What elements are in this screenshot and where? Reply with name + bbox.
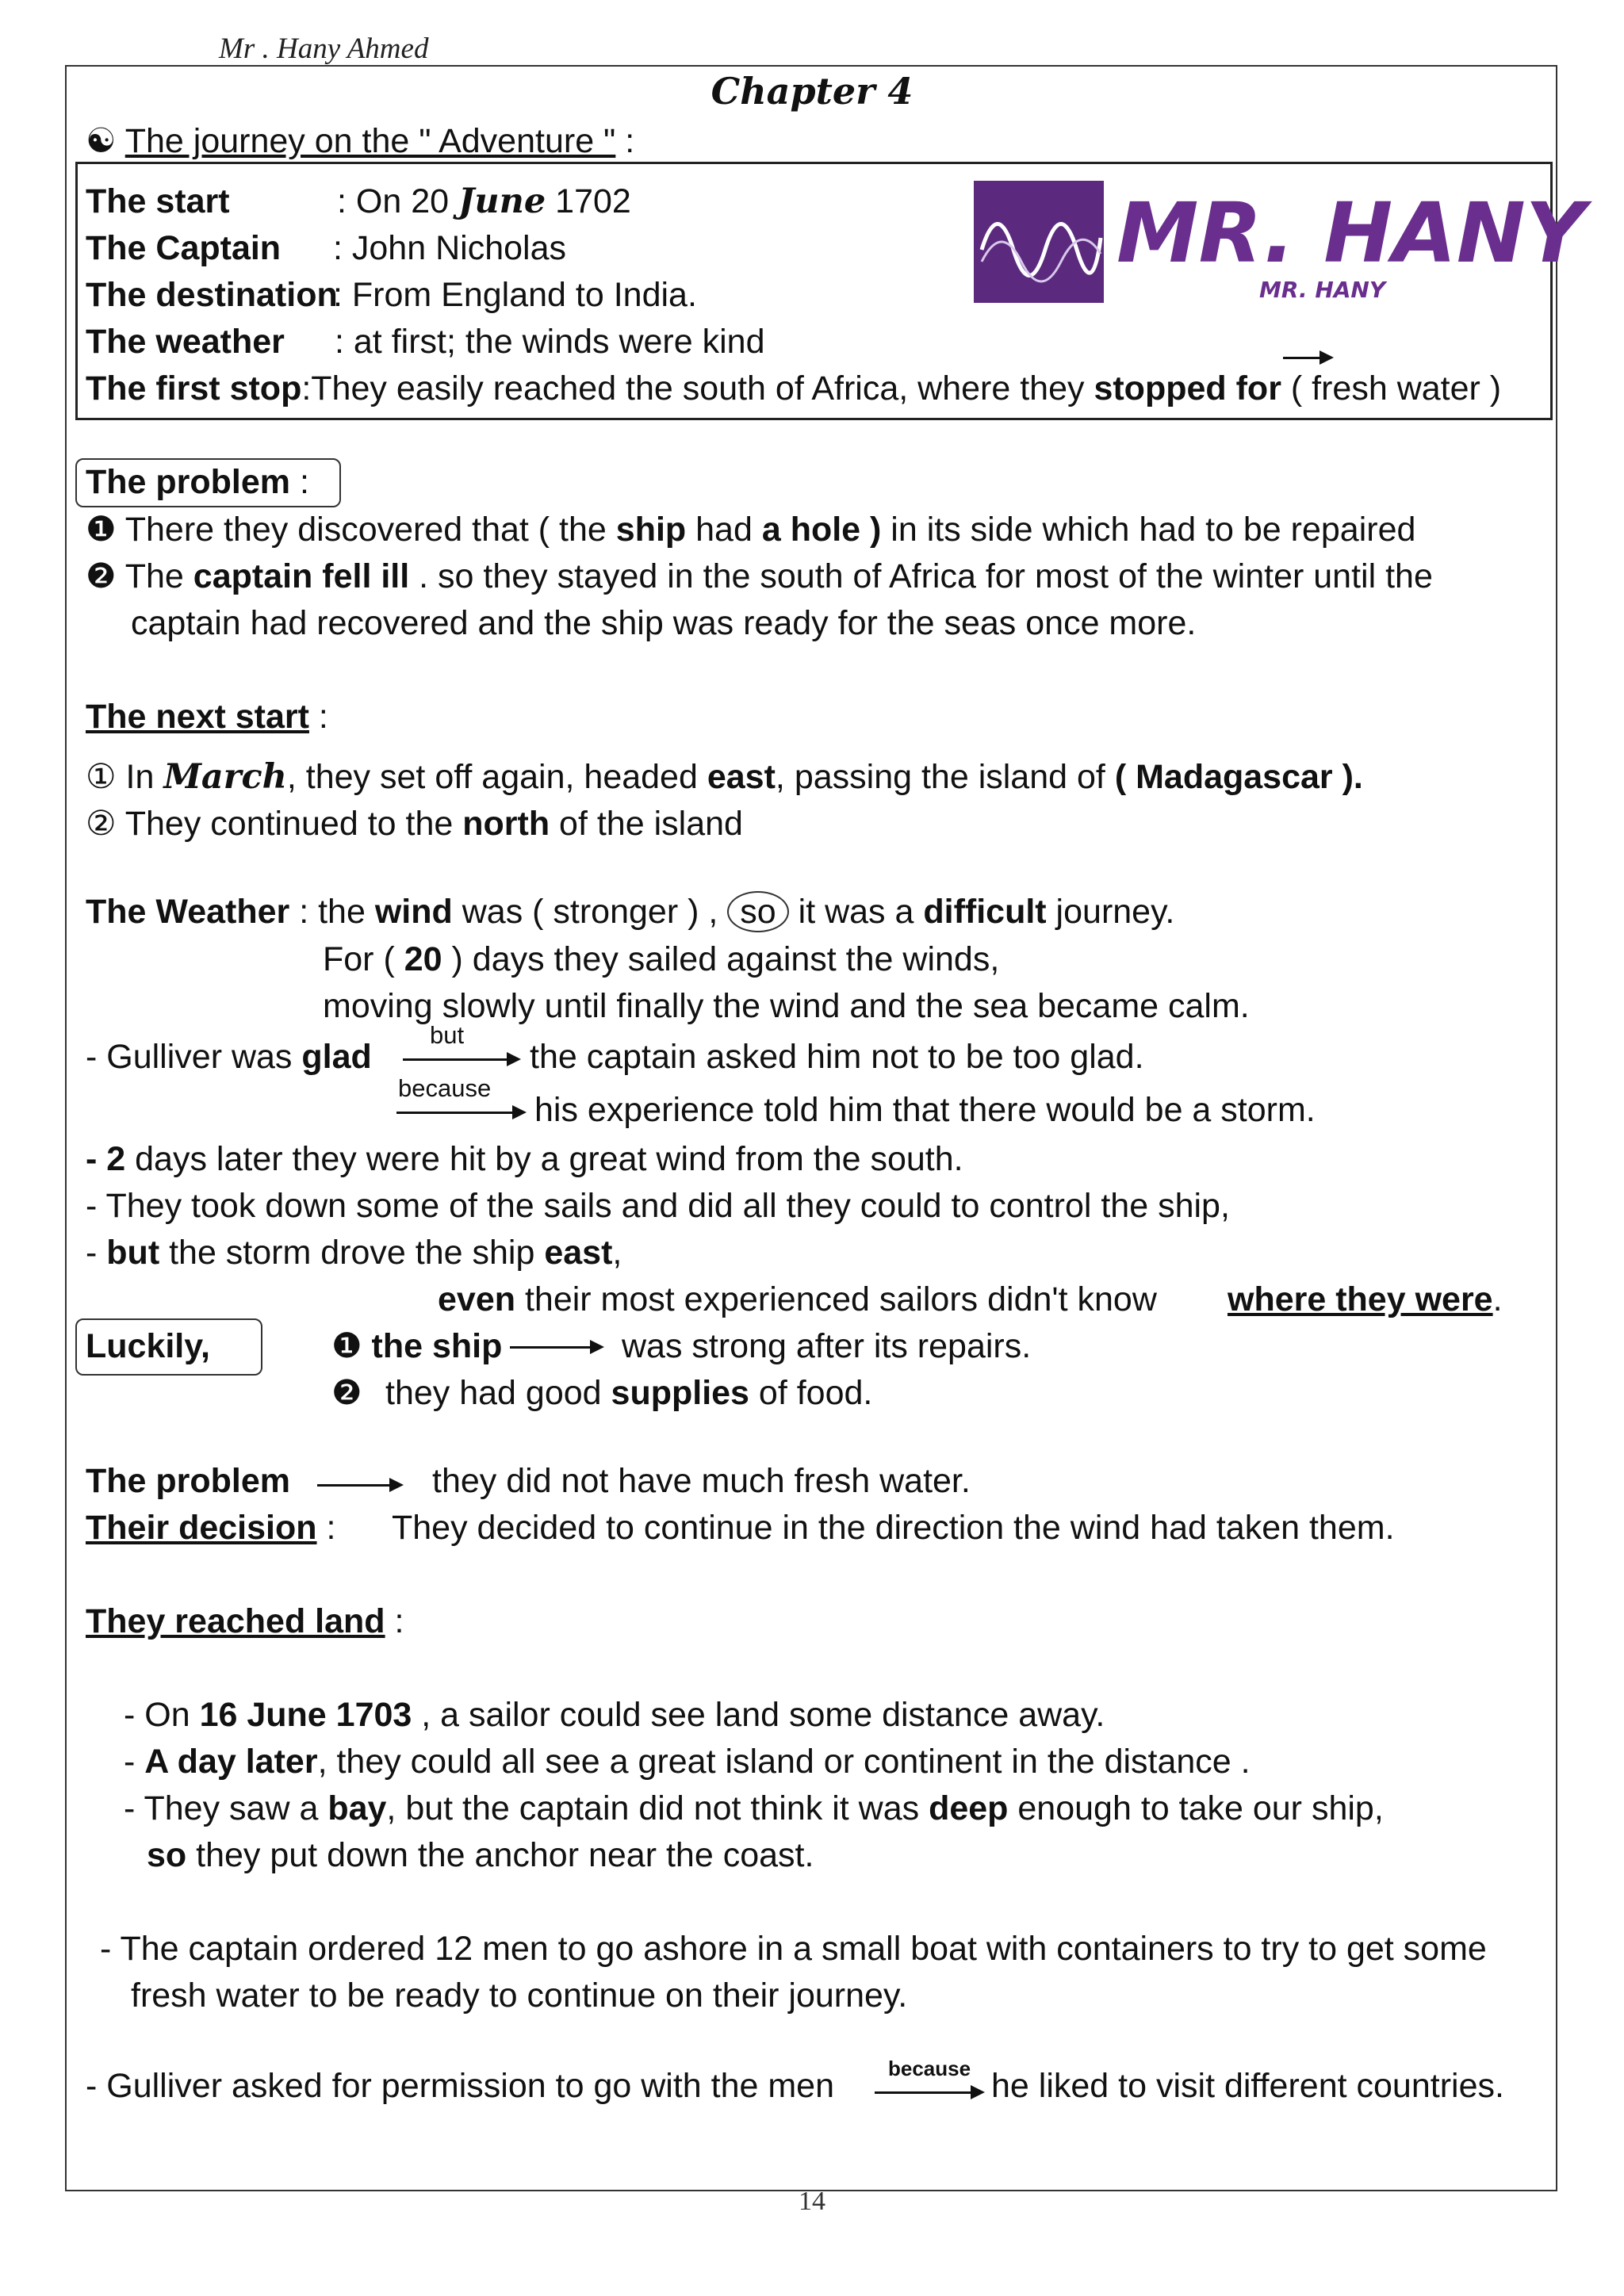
- problem-line-1: ❶ There they discovered that ( the ship had a hole ) in its side which had to be repaired: [86, 511, 1416, 549]
- weather-line-1: The Weather : the wind was ( stronger ) , so it was a difficult journey.: [86, 893, 1175, 931]
- info-captain-label: The Captain: [86, 229, 282, 267]
- land-line-3: - They saw a bay, but the captain did not think it was deep enough to take our ship,: [124, 1789, 1384, 1827]
- page-number: 14: [799, 2187, 825, 2216]
- next-start-label: The next start :: [86, 698, 328, 736]
- land-label: They reached land :: [86, 1602, 404, 1640]
- storm-line-1: - 2 days later they were hit by a great wind from the south.: [86, 1140, 963, 1178]
- decision-value: They decided to continue in the direction the wind had taken them.: [392, 1509, 1395, 1547]
- problem-line-2: ❷ The captain fell ill . so they stayed in the south of Africa for most of the winter until the: [86, 557, 1433, 595]
- luckily-label: Luckily,: [86, 1327, 210, 1365]
- storm-line-4: even their most experienced sailors didn't know: [438, 1280, 1157, 1318]
- luckily-line-2: they had good supplies of food.: [385, 1374, 873, 1412]
- label-because: because: [398, 1074, 492, 1102]
- arrow-icon: [396, 1112, 523, 1114]
- logo-small-text: MR. HANY: [1259, 277, 1386, 303]
- so-circled: so: [727, 891, 788, 932]
- weather-line-3: moving slowly until finally the wind and the sea became calm.: [323, 987, 1250, 1025]
- decision-label: Their decision :: [86, 1509, 336, 1547]
- label-but: but: [430, 1021, 465, 1049]
- gulliver-line-1: the captain asked him not to be too glad.: [530, 1038, 1144, 1076]
- chapter-title: Chapter 4: [710, 70, 914, 113]
- info-first-stop: The first stop:They easily reached the south of Africa, where they stopped for ( fresh water ): [86, 369, 1502, 408]
- permission-line-b: he liked to visit different countries.: [991, 2067, 1504, 2105]
- arrow-icon: [317, 1484, 400, 1487]
- info-weather-label: The weather: [86, 323, 285, 361]
- bullet-one-icon: ❶: [86, 511, 117, 549]
- storm-line-2: - They took down some of the sails and did all they could to control the ship,: [86, 1187, 1230, 1225]
- bullet-two-icon: ❷: [86, 557, 117, 595]
- order-line-2: fresh water to be ready to continue on their journey.: [131, 1976, 908, 2015]
- storm-line-3: - but the storm drove the ship east,: [86, 1234, 622, 1272]
- info-start: The start: [86, 182, 230, 220]
- storm-where-they-were: where they were.: [1228, 1280, 1503, 1318]
- label-because-2: because: [888, 2057, 971, 2080]
- next-start-line-1: ① In March, they set off again, headed east, passing the island of ( Madagascar ).: [86, 757, 1363, 797]
- arrow-icon: [510, 1346, 601, 1349]
- gulliver-glad: - Gulliver was glad: [86, 1038, 372, 1076]
- yin-yang-icon: ☯: [86, 122, 117, 160]
- logo-big-text: MR. HANY: [1116, 185, 1586, 281]
- arrow-icon: [1283, 357, 1331, 359]
- problem2-label: The problem: [86, 1462, 291, 1500]
- info-destination-label: The destination: [86, 276, 338, 314]
- luckily-bullet-1: ❶ the ship: [331, 1327, 503, 1365]
- info-destination-value: : From England to India.: [333, 276, 697, 314]
- next-start-line-2: ② They continued to the north of the island: [86, 805, 743, 843]
- section-title: ☯ The journey on the " Adventure " :: [86, 122, 635, 160]
- problem-label: The problem :: [86, 463, 309, 501]
- info-weather-value: : at first; the winds were kind: [335, 323, 765, 361]
- mr-hany-logo: [974, 174, 1586, 309]
- info-start-value: : On 20 June 1702: [337, 182, 631, 221]
- problem-line-3: captain had recovered and the ship was ready for the seas once more.: [131, 604, 1197, 642]
- luckily-bullet-2-icon: ❷: [331, 1374, 362, 1412]
- land-line-4: so they put down the anchor near the coast.: [147, 1836, 814, 1874]
- order-line-1: - The captain ordered 12 men to go ashore in a small boat with containers to try to get some: [100, 1930, 1487, 1968]
- author-header: Mr . Hany Ahmed: [219, 33, 429, 65]
- problem2-value: they did not have much fresh water.: [432, 1462, 971, 1500]
- gulliver-line-2: his experience told him that there would be a storm.: [534, 1091, 1316, 1129]
- section-title-text: The journey on the " Adventure ": [124, 122, 616, 160]
- info-captain-value: : John Nicholas: [333, 229, 566, 267]
- arrow-icon: [875, 2091, 982, 2094]
- land-line-1: - On 16 June 1703 , a sailor could see land some distance away.: [124, 1696, 1105, 1734]
- luckily-line-1: was strong after its repairs.: [622, 1327, 1032, 1365]
- land-line-2: - A day later, they could all see a great island or continent in the distance .: [124, 1743, 1251, 1781]
- arrow-icon: [403, 1058, 518, 1061]
- permission-line-a: - Gulliver asked for permission to go with the men: [86, 2067, 835, 2105]
- weather-line-2: For ( 20 ) days they sailed against the winds,: [323, 940, 1000, 978]
